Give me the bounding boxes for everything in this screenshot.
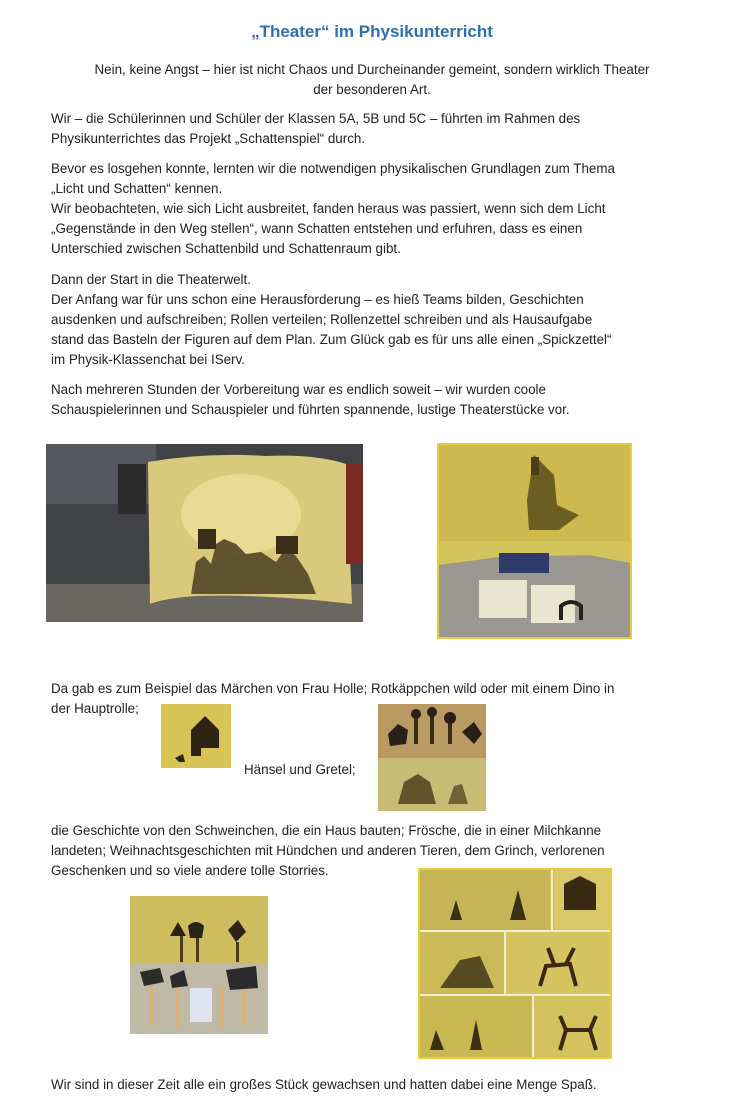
- photo-shadow-figure-and-scripts: [437, 443, 632, 639]
- paragraph-stories: die Geschichte von den Schweinchen, die ein Haus bauten; Frösche, die in einer Milchkanne landeten; Weihnachtsgeschichten mit Hündchen und anderen Tieren, dem Grinch, verlorenen Geschenken und so viele andere tolle Storries.: [51, 823, 605, 878]
- page-title: „Theater“ im Physikunterricht: [251, 22, 493, 41]
- photo-shadow-stage-classroom: [46, 444, 363, 622]
- photo-haensel-gretel-figures: [378, 704, 486, 811]
- photo-stick-puppets: [130, 896, 268, 1034]
- paragraph-performance: Nach mehreren Stunden der Vorbereitung war es endlich soweit – wir wurden coole Schauspielerinnen und Schauspieler und führten spannende, lustige Theaterstücke vor.: [51, 382, 570, 417]
- photo-house-shadow: [161, 704, 231, 768]
- paragraph-theater-start: Dann der Start in die Theaterwelt. Der Anfang war für uns schon eine Herausforderung – es hieß Teams bilden, Geschichten ausdenken und aufschreiben; Rollen verteilen; Rollenzettel schreiben und als Hausaufgabe stand das Basteln der Figuren auf dem Plan. Zum Glück gab es für uns alle einen „Spickzettel“ im Physik-Klassenchat bei IServ.: [51, 272, 612, 367]
- paragraph-examples: Da gab es zum Beispiel das Märchen von Frau Holle; Rotkäppchen wild oder mit einem Dino in der Hauptrolle;: [51, 681, 615, 716]
- caption-haensel-gretel: Hänsel und Gretel;: [244, 762, 356, 777]
- intro-paragraph: Nein, keine Angst – hier ist nicht Chaos und Durcheinander gemeint, sondern wirklich Theater der besonderen Art.: [94, 62, 650, 97]
- closing-sentence: Wir sind in dieser Zeit alle ein großes Stück gewachsen und hatten dabei eine Menge Spaß.: [51, 1077, 597, 1092]
- paragraph-project: Wir – die Schülerinnen und Schüler der Klassen 5A, 5B und 5C – führten im Rahmen des Physikunterrichtes das Projekt „Schattenspiel“ durch.: [51, 111, 581, 146]
- paragraph-basics: Bevor es losgehen konnte, lernten wir die notwendigen physikalischen Grundlagen zum Thema „Licht und Schatten“ kennen. Wir beobachteten, wie sich Licht ausbreitet, fanden heraus was passiert, wenn sich dem Licht „Gegenstände in den Weg stellen“, wann Schatten entstehen und erfuhren, dass es einen Unterschied zwischen Schattenbild und Schattenraum gibt.: [51, 161, 615, 256]
- photo-collage-shadow-scenes: [418, 868, 612, 1059]
